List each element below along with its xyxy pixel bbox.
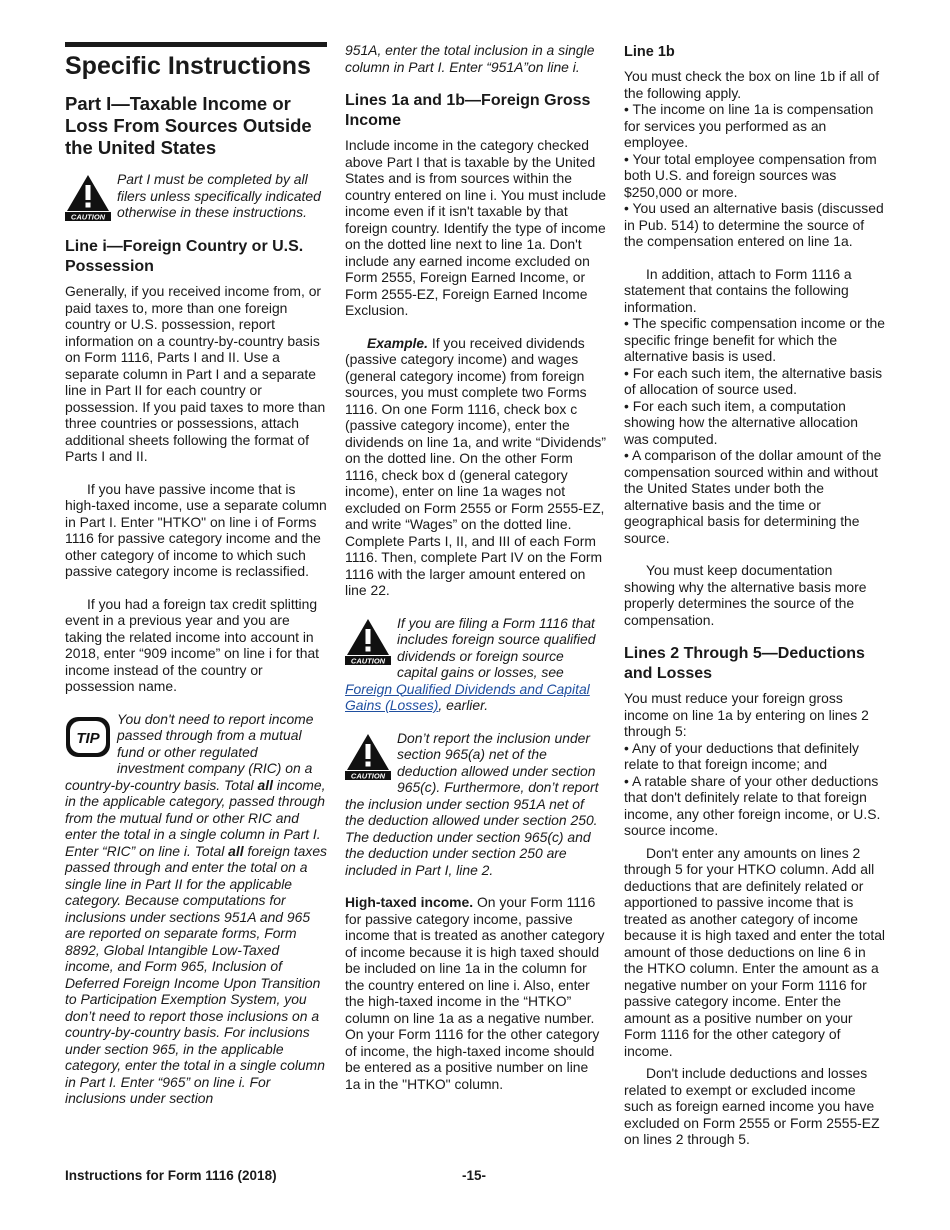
- list-item: • For each such item, the alternative basis of allocation of source used.: [624, 365, 886, 398]
- column-2: [345, 42, 607, 1108]
- caution-icon-label: CAUTION: [350, 771, 386, 780]
- line-i-heading: Line i—Foreign Country or U.S. Possession: [65, 238, 304, 275]
- tip-icon: [65, 713, 111, 761]
- continuation-text: 951A, enter the total inclusion in a single column in Part I. Enter “951A”on line i.: [345, 42, 595, 75]
- caution-text: Don’t report the inclusion under section 965(a) net of the deduction allowed under section 965(c). Furthermore, don’t report the inclusion under section 951A net of the deduction allowed under section 250. The deduction under section 965(c) and the deduction under section 250 are included in Part I, line 2.: [345, 729, 599, 878]
- tip-text-c: income, in the applicable category, passed through from the mutual fund or other RIC and enter the total in a single column in Part I. Enter “RIC” on line i. Total: [65, 776, 326, 859]
- example-text: If you received dividends (passive category income) and wages (general category income) from foreign sources, you must complete two Forms 1116. On one Form 1116, check box c (passive category income), enter the dividends on line 1a, and write “Dividends” on the dotted line. On the other Form 1116, check box d (general category income), enter on line 1a wages not excluded on Form 2555 or Form 2555-EZ, and write “Wages” on the dotted line. Complete Parts I, II, and III of each Form 1116. Then, complete Part IV on the Form 1116 with the larger amount entered on line 22.: [345, 334, 606, 598]
- paragraph: You must keep documentation showing why the alternative basis more properly determines the source of the compensation.: [624, 562, 867, 628]
- column-1: [65, 42, 327, 1123]
- lines-2-5-heading: Lines 2 Through 5—Deductions and Losses: [624, 645, 865, 682]
- list-item: • Any of your deductions that definitely relate to that foreign income; and: [624, 740, 886, 773]
- list-item: • You used an alternative basis (discussed in Pub. 514) to determine the source of the compensation entered on line 1a.: [624, 200, 886, 250]
- tip-note-ric: [65, 711, 327, 1107]
- tip-icon-label: TIP: [76, 729, 100, 747]
- paragraph: If you have passive income that is high-taxed income, use a separate column in Part I. Enter "HTKO" on line i of Forms 1116 for passive category income and the other category of income to which such passive category income is reclassified.: [65, 480, 327, 579]
- list-item: • The income on line 1a is compensation for services you performed as an employee.: [624, 101, 886, 151]
- title-rule: [65, 42, 327, 47]
- tip-text-a: You don't need to report income passed through from a mutual fund or other regulated investment company (RIC) on a country-by-country basis. Total: [65, 710, 314, 793]
- lines-1a-1b-heading: Lines 1a and 1b—Foreign Gross Income: [345, 92, 591, 129]
- paragraph: You must reduce your foreign gross income on line 1a by entering on lines 2 through 5:: [624, 690, 869, 739]
- qualified-dividends-link[interactable]: Foreign Qualified Dividends and Capital Gains (Losses): [345, 680, 590, 713]
- deduction-list: [624, 690, 886, 839]
- example-paragraph: [345, 335, 607, 599]
- caution-icon-label: CAUTION: [350, 656, 386, 665]
- line-1b-conditions: [624, 68, 886, 250]
- high-taxed-paragraph: [345, 894, 607, 1092]
- list-item: • A ratable share of your other deductions that don't definitely relate to that foreign income, any other foreign income, or U.S. source income.: [624, 773, 886, 839]
- line-1b-heading: Line 1b: [624, 44, 675, 60]
- paragraph: If you had a foreign tax credit splitting event in a previous year and you are taking the related income into account in 2018, enter “909 income” on line i for that income instead of the country or possession name.: [65, 595, 320, 694]
- list-item: • The specific compensation income or the specific fringe benefit for which the alternative basis is used.: [624, 315, 886, 365]
- caution-note-section-965: [345, 730, 607, 879]
- tip-emphasis: all: [228, 842, 244, 859]
- footer-form-title: Instructions for Form 1116 (2018): [65, 1168, 277, 1183]
- list-item: • For each such item, a computation showing how the alternative allocation was computed.: [624, 398, 886, 448]
- paragraph: In addition, attach to Form 1116 a statement that contains the following information.: [624, 265, 852, 315]
- page-number: -15-: [462, 1168, 487, 1183]
- page-title: Specific Instructions: [65, 52, 311, 80]
- paragraph: You must check the box on line 1b if all of the following apply.: [624, 68, 880, 101]
- high-taxed-text: On your Form 1116 for passive category income, passive income that is treated as another category of income because it is high taxed should be included on line 1a in the column for the country entered on line i. Also, enter the high-taxed income in the “HTKO” column on line 1a as a negative number. On your Form 1116 for the other category of income, the high-taxed income should be entered as a positive number on line 1a in the "HTKO" column.: [345, 894, 605, 1092]
- tip-text-e: foreign taxes passed through and enter the total on a single line in Part II for the applicable category. Because computations for inclusions under sections 951A and 965 are reported on separate forms, Form 8892, Global Intangible Low-Taxed income, and Form 965, Inclusion of Deferred Foreign Income Upon Transition to Participation Exemption System, you don’t need to report those inclusions on a country-by-country basis. For inclusions under section 965, in the applicable category, enter the total in a single column in Part I. Enter “965” on line i. For inclusions under section: [65, 842, 328, 1106]
- caution-icon: [345, 732, 391, 780]
- caution-icon: [345, 617, 391, 665]
- caution-icon: [65, 173, 111, 221]
- caution-text-end: , earlier.: [438, 697, 489, 713]
- list-item: • Your total employee compensation from both U.S. and foreign sources was $250,000 or more.: [624, 151, 886, 201]
- paragraph: Include income in the category checked above Part I that is taxable by the United States and is from sources within the country entered on line i. You must include income even if it isn't taxable by that foreign country. Identify the type of income on the dotted line next to line 1a. Don't include any earned income excluded on Form 2555, Foreign Earned Income, or Form 2555-EZ, Foreign Earned Income Exclusion.: [345, 137, 607, 318]
- paragraph: Don't enter any amounts on lines 2 through 5 for your HTKO column. Add all deductions that are definitely related or apportioned to passive income that is treated as another category of income because it is high taxed and enter the total amount of those deductions on line 6 in the HTKO column. Enter the amount as a negative number on your Form 1116 for passive category income. Enter the amount as a positive number on your Form 1116 for the other category of income.: [624, 844, 886, 1059]
- paragraph: Don't include deductions and losses related to exempt or excluded income such as foreign earned income you have excluded on Form 2555 or Form 2555-EZ on lines 2 through 5.: [624, 1065, 880, 1147]
- list-item: • A comparison of the dollar amount of the compensation sourced within and without the United States under both the alternative basis and the time or geographical basis for determining the source.: [624, 447, 886, 546]
- tip-emphasis: all: [257, 776, 273, 793]
- caution-note-part-i: [65, 171, 327, 221]
- high-taxed-label: High-taxed income.: [345, 894, 474, 910]
- statement-requirements: [624, 266, 886, 547]
- caution-text: If you are filing a Form 1116 that includes foreign source qualified dividends or foreign source capital gains or losses, see: [397, 614, 596, 680]
- caution-text: Part I must be completed by all filers unless specifically indicated otherwise in these instructions.: [117, 171, 321, 220]
- caution-icon-label: CAUTION: [70, 212, 106, 221]
- column-3: [624, 42, 886, 1164]
- caution-note-qualified-dividends: [345, 615, 607, 714]
- example-label: Example.: [367, 334, 428, 351]
- part-i-heading: Part I—Taxable Income or Loss From Sources Outside the United States: [65, 93, 312, 158]
- paragraph: Generally, if you received income from, or paid taxes to, more than one foreign country or U.S. possession, report information on a country-by-country basis on Form 1116, Parts I and II. Use a separate column in Part I and a separate line in Part II for each country or possession. If you paid taxes to more than three countries or possessions, attach additional sheets following the format of Parts I and II.: [65, 283, 326, 464]
